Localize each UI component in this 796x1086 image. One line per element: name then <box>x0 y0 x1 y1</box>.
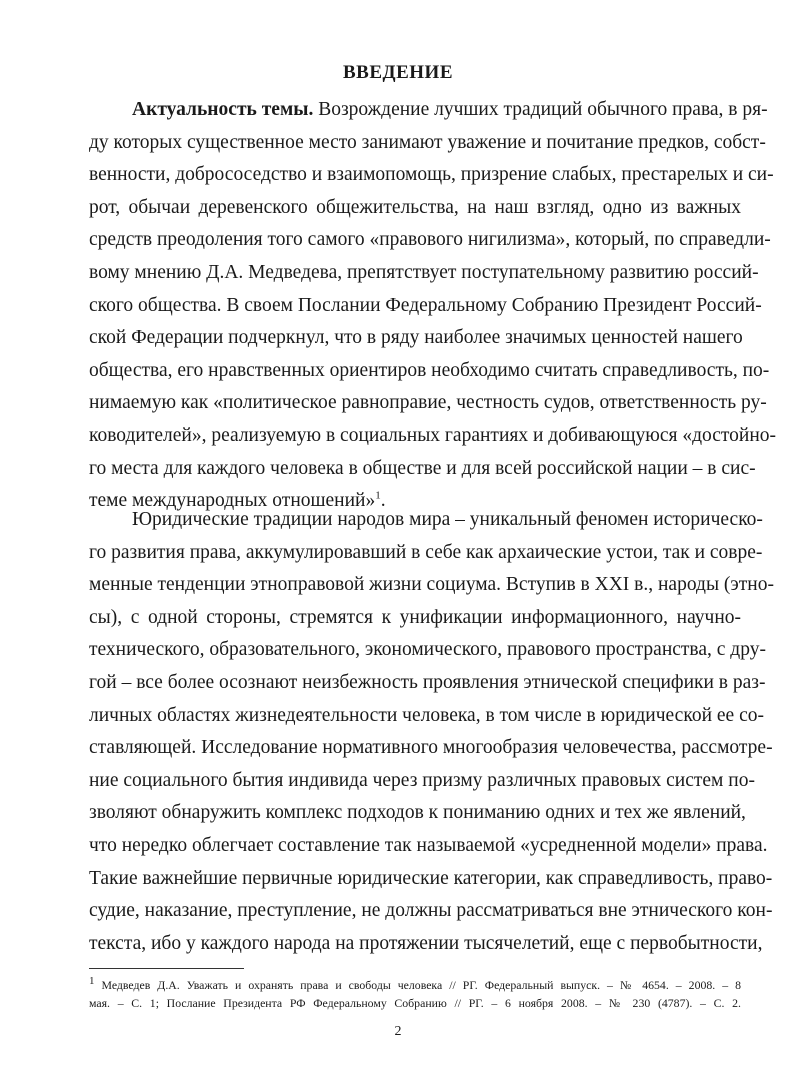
footnote-reference[interactable]: 1 <box>375 489 381 502</box>
text-line: го места для каждого человека в обществе и для всей российской нации – в сис- <box>89 457 756 479</box>
text-line: Юридические традиции народов мира – уникальный феномен историческо- <box>132 509 763 530</box>
page-title: ВВЕДЕНИЕ <box>343 62 453 83</box>
text-line: технического, образовательного, экономического, правового пространства, с дру- <box>89 639 766 661</box>
page-number: 2 <box>394 1024 402 1039</box>
text-line: теме международных отношений»$^1$. <box>89 489 386 512</box>
text-line: Актуальность темы. Возрождение лучших традиций обычного права, в ря- <box>132 99 768 120</box>
text-line: ской Федерации подчеркнул, что в ряду наиболее значимых ценностей нашего <box>89 327 743 349</box>
text-line: вому мнению Д.А. Медведева, препятствует поступательному развитию россий- <box>89 261 759 283</box>
text-line: ние социального бытия индивида через призму различных правовых систем по- <box>89 769 755 791</box>
paragraph-legal-traditions <box>89 504 774 960</box>
text-line: средств преодоления того самого «правового нигилизма», который, по справедли- <box>89 229 771 251</box>
text-line: менные тенденции этноправовой жизни социума. Вступив в XXI в., народы (этно- <box>89 574 774 596</box>
footnote-divider <box>89 968 244 969</box>
text-line: ководителей», реализуемую в социальных гарантиях и добивающуюся «достойно- <box>89 424 777 446</box>
text-line: что нередко облегчает составление так называемой «усредненной модели» права. <box>89 834 768 856</box>
text-line: текста, ибо у каждого народа на протяжении тысячелетий, еще с первобытности, <box>89 932 763 954</box>
text-line: рот, обычаи деревенского общежительства, на наш взгляд, одно из важных <box>89 196 741 218</box>
text-line: нимаемую как «политическое равноправие, честность судов, ответственность ру- <box>89 392 767 414</box>
text-line: личных областях жизнедеятельности человека, в том числе в юридической ее со- <box>89 704 764 726</box>
text-line: ду которых существенное место занимают уважение и почитание предков, собст- <box>89 131 766 153</box>
text-line: го развития права, аккумулировавший в себе как архаические устои, так и совре- <box>89 541 763 563</box>
text-line: ского общества. В своем Послании Федеральному Собранию Президент Россий- <box>89 294 762 316</box>
text-line: ставляющей. Исследование нормативного многообразия человечества, рассмотре- <box>89 737 773 759</box>
text-line: гой – все более осознают неизбежность проявления этнической специфики в раз- <box>89 671 766 693</box>
text-line: зволяют обнаружить комплекс подходов к пониманию одних и тех же явлений, <box>89 802 746 824</box>
text-line: судие, наказание, преступление, не должны рассматриваться вне этнического кон- <box>89 900 773 922</box>
footnote-line: мая. – С. 1; Послание Президента РФ Федеральному Собранию // РГ. – 6 ноября 2008. – № 230 (4787). – С. 2. <box>89 996 741 1010</box>
text-line: венности, добрососедство и взаимопомощь, призрение слабых, престарелых и си- <box>89 164 774 186</box>
text-line: сы), с одной стороны, стремятся к унификации информационного, научно- <box>89 606 741 628</box>
text-line: Такие важнейшие первичные юридические категории, как справедливость, право- <box>89 867 773 889</box>
footnote-marker: 1 <box>89 975 95 988</box>
footnote <box>89 976 741 1012</box>
paragraph-relevance <box>89 94 777 518</box>
text-line: общества, его нравственных ориентиров необходимо считать справедливость, по- <box>89 359 770 381</box>
relevance-lead: Актуальность темы. <box>132 99 314 120</box>
footnote-line: $^1$ Медведев Д.А. Уважать и охранять права и свободы человека // РГ. Федеральный выпуск. – № 4654. – 2008. – 8 <box>89 975 741 992</box>
